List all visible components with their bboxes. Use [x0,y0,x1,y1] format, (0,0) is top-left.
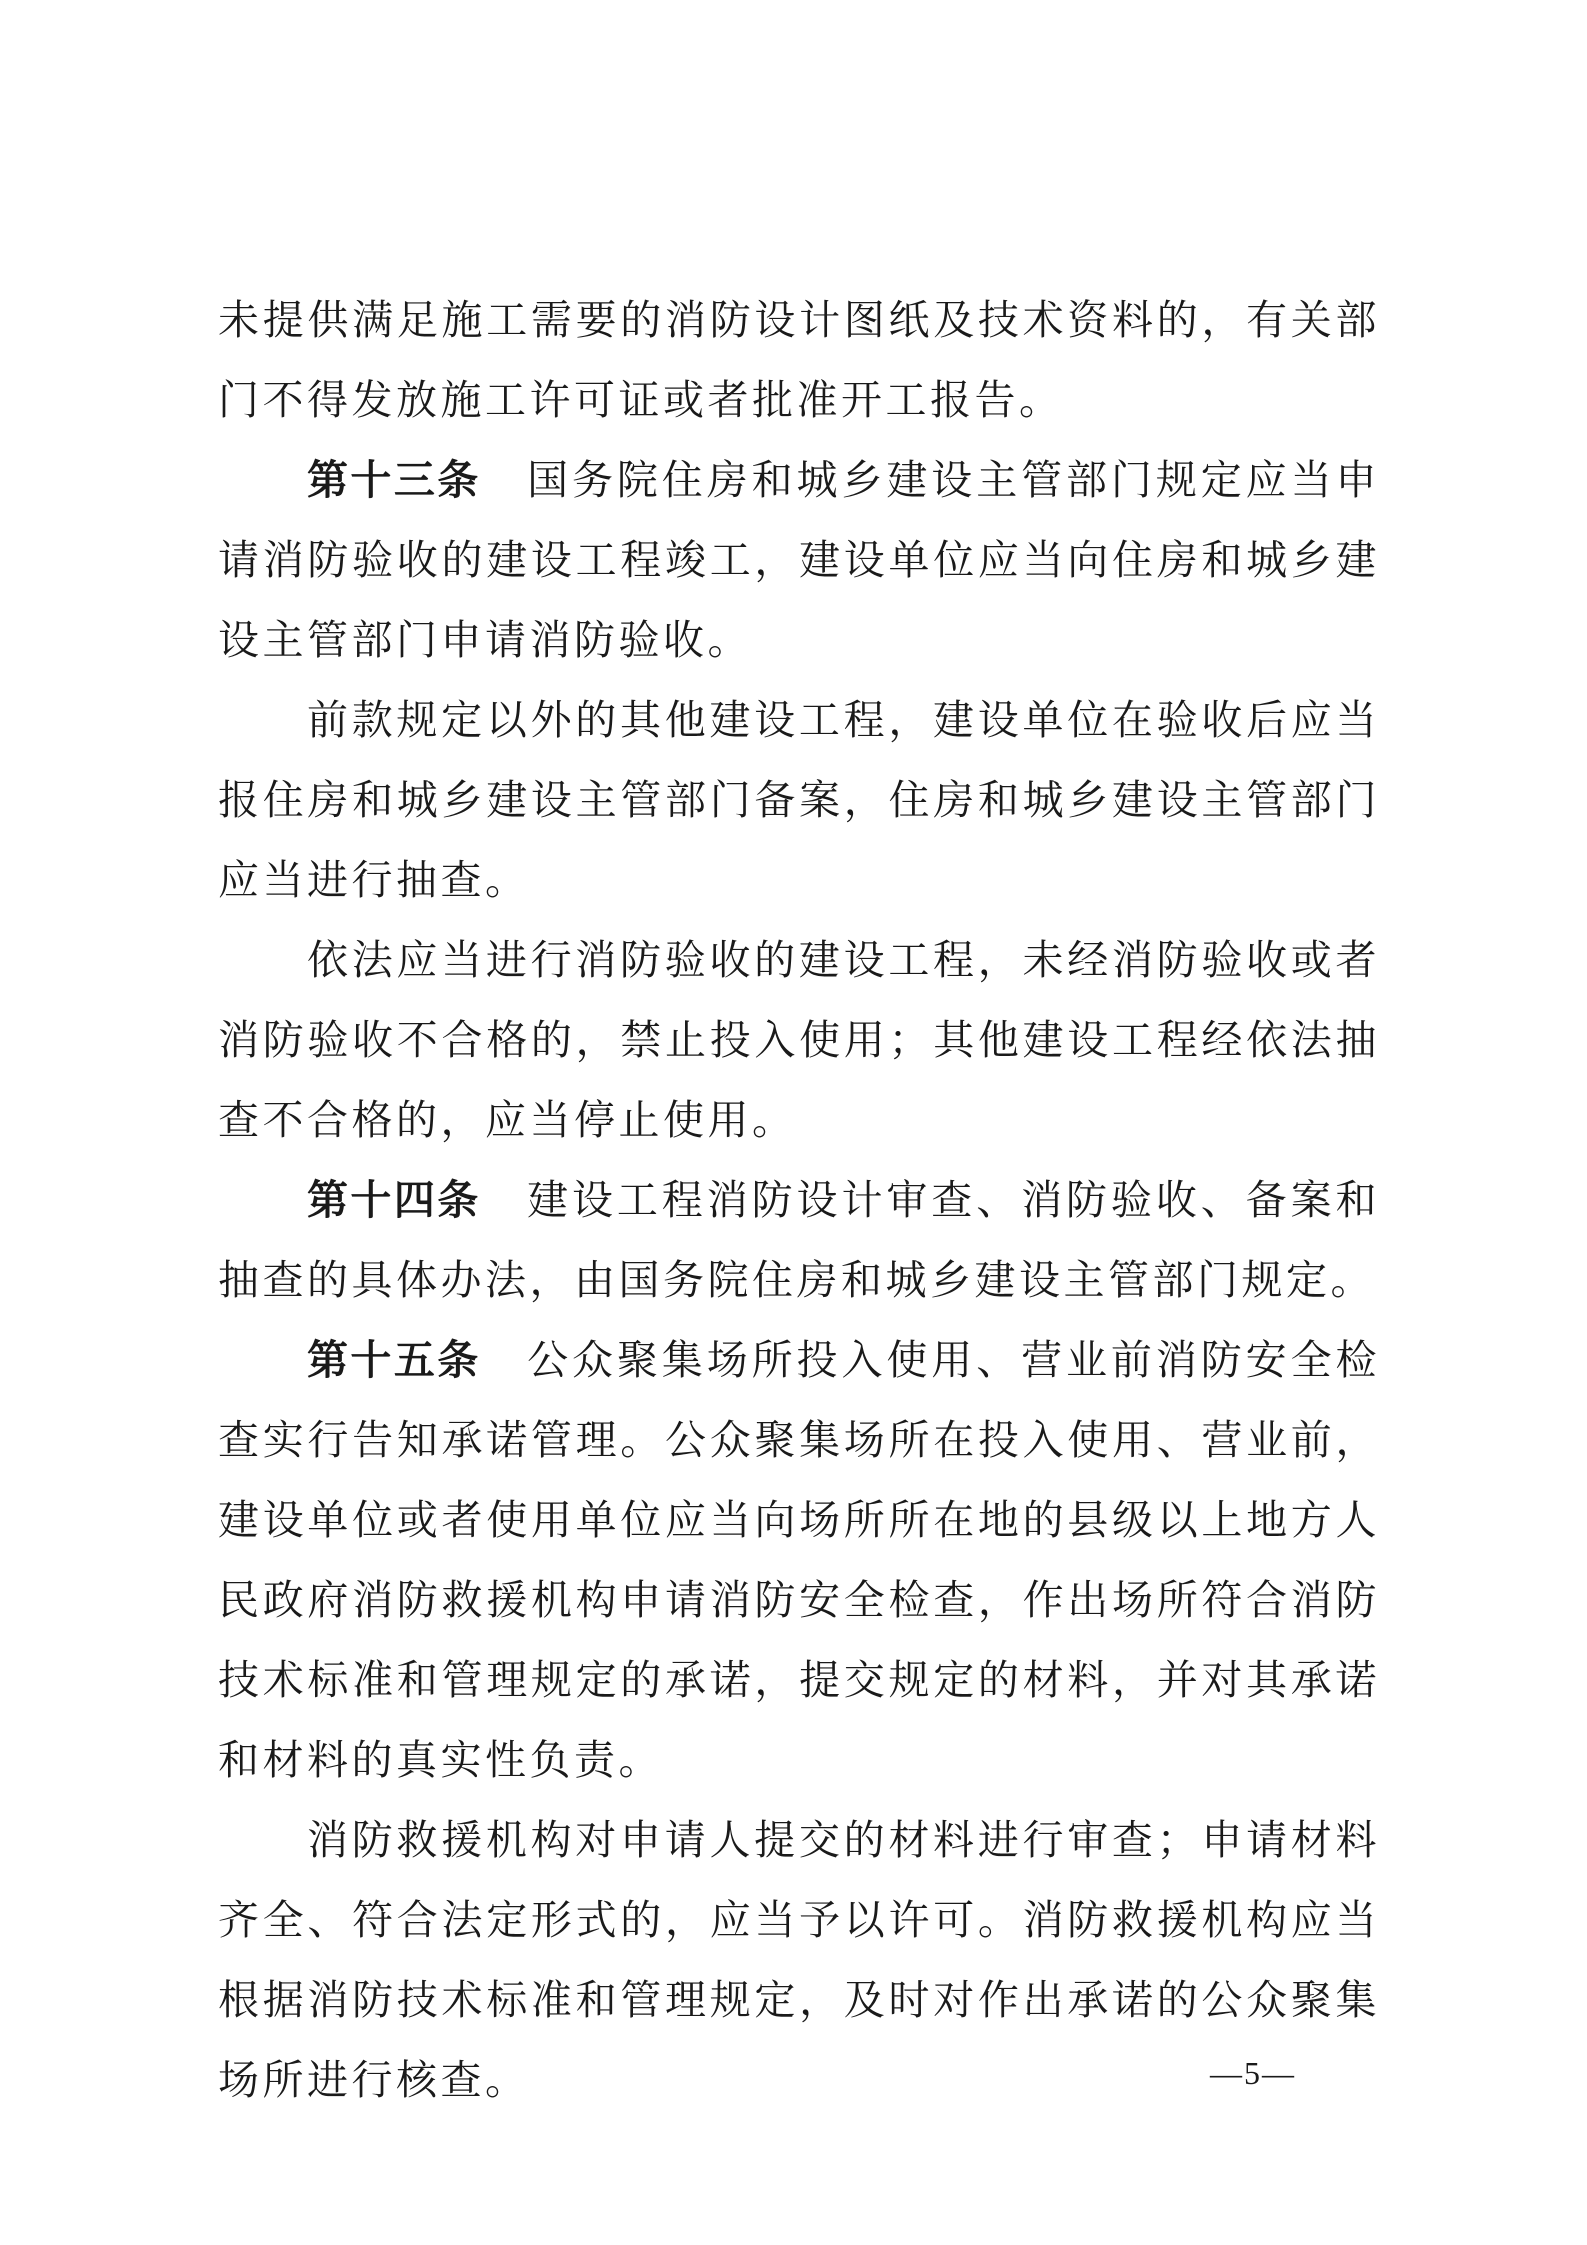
paragraph-text: 前款规定以外的其他建设工程，建设单位在验收后应当报住房和城乡建设主管部门备案，住房和城乡建设主管部门应当进行抽查。 [218,696,1380,904]
article-15-paragraph [218,1320,1380,1800]
paragraph [218,680,1380,920]
paragraph-continuation [218,280,1380,440]
article-heading: 第十五条 [307,1336,481,1384]
paragraph-text: 消防救援机构对申请人提交的材料进行审查；申请材料齐全、符合法定形式的，应当予以许可。消防救援机构应当根据消防技术标准和管理规定，及时对作出承诺的公众聚集场所进行核查。 [218,1816,1380,2104]
paragraph-text: 公众聚集场所投入使用、营业前消防安全检查实行告知承诺管理。公众聚集场所在投入使用、营业前，建设单位或者使用单位应当向场所所在地的县级以上地方人民政府消防救援机构申请消防安全检查，作出场所符合消防技术标准和管理规定的承诺，提交规定的材料，并对其承诺和材料的真实性负责。 [218,1336,1381,1784]
article-heading: 第十三条 [307,456,481,504]
paragraph-text: 依法应当进行消防验收的建设工程，未经消防验收或者消防验收不合格的，禁止投入使用；其他建设工程经依法抽查不合格的，应当停止使用。 [218,936,1380,1144]
article-14-paragraph [218,1160,1380,1320]
paragraph-text: 建设工程消防设计审查、消防验收、备案和抽查的具体办法，由国务院住房和城乡建设主管部门规定。 [218,1176,1381,1304]
document-body [218,280,1380,2120]
paragraph [218,920,1380,1160]
paragraph-text: 国务院住房和城乡建设主管部门规定应当申请消防验收的建设工程竣工，建设单位应当向住房和城乡建设主管部门申请消防验收。 [218,456,1381,664]
page-number: —5— [1210,2055,1296,2091]
paragraph-text: 未提供满足施工需要的消防设计图纸及技术资料的，有关部门不得发放施工许可证或者批准开工报告。 [218,296,1380,424]
article-heading: 第十四条 [307,1176,481,1224]
paragraph [218,1800,1380,2120]
article-13-paragraph [218,440,1380,680]
